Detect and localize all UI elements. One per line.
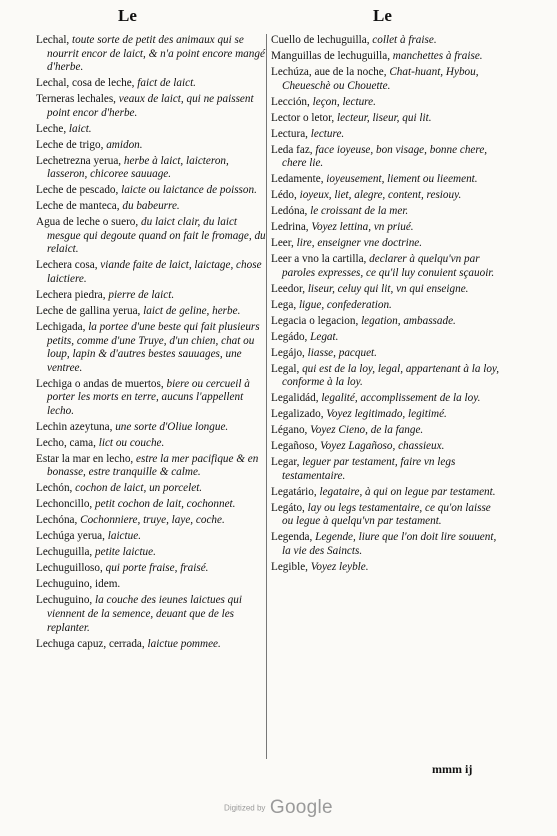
entry-headword: Lechuguino, idem. — [36, 578, 121, 591]
right-column — [271, 34, 503, 577]
dictionary-entry — [36, 562, 266, 576]
entry-headword: Lechetrezna yerua, — [36, 154, 122, 167]
dictionary-entry — [271, 392, 503, 406]
entry-headword: Ledóna, — [271, 205, 308, 218]
entry-headword: Lector o letor, — [271, 111, 335, 124]
entry-definition: laict. — [68, 122, 92, 135]
dictionary-entry — [271, 283, 503, 297]
entry-headword: Terneras lechales, — [36, 93, 116, 106]
entry-headword: Lédo, — [271, 189, 297, 202]
entry-definition: estre la mer pacifique & en bonasse, estre tranquille & calme. — [47, 452, 259, 479]
running-head-left: Le — [118, 6, 137, 25]
entry-definition: cochon de laict, un porcelet. — [75, 482, 203, 495]
entry-headword: Leer a vno la cartilla, — [271, 253, 367, 265]
dictionary-entry — [271, 34, 503, 48]
dictionary-entry — [271, 128, 503, 142]
entry-definition: declarer à quelqu'vn par paroles expresses, ce qu'il luy conuient sçauoir. — [282, 253, 495, 279]
entry-headword: Légano, — [271, 424, 308, 437]
dictionary-entry — [36, 216, 266, 257]
dictionary-entry — [271, 486, 503, 500]
entry-headword: Legatário, — [271, 485, 317, 498]
entry-headword: Lechúza, aue de la noche, — [271, 65, 387, 78]
dictionary-entry — [36, 155, 266, 182]
entry-definition: Voyez lettina, vn priué. — [311, 221, 414, 234]
dictionary-entry — [271, 363, 503, 390]
entry-definition: le croissant de la mer. — [310, 205, 409, 218]
entry-headword: Lechuguilloso, — [36, 562, 103, 575]
entry-headword: Lechal, — [36, 34, 70, 46]
entry-definition: petit cochon de lait, cochonnet. — [95, 498, 236, 511]
entry-definition: Chat-huant, Hybou, Cheueschè ou Chouette. — [282, 65, 479, 92]
entry-headword: Leedor, — [271, 282, 306, 295]
dictionary-entry — [271, 347, 503, 361]
entry-headword: Leche de trigo, — [36, 138, 104, 151]
dictionary-entry — [36, 259, 266, 286]
watermark — [0, 797, 557, 819]
watermark-brand: Google — [269, 797, 333, 818]
entry-definition: ioyeusement, liement ou lieement. — [326, 173, 478, 186]
entry-definition: lecture. — [310, 127, 345, 140]
dictionary-entry — [271, 315, 503, 329]
column-divider — [266, 34, 267, 759]
entry-definition: collet à fraise. — [372, 34, 437, 46]
entry-definition: petite laictue. — [95, 546, 156, 559]
entry-headword: Legájo, — [271, 346, 305, 359]
entry-definition: liseur, celuy qui lit, vn qui enseigne. — [307, 282, 469, 295]
entry-headword: Leche, — [36, 122, 67, 135]
entry-headword: Lechiga o andas de muertos, — [36, 377, 164, 390]
dictionary-entry — [271, 112, 503, 126]
entry-headword: Legádo, — [271, 330, 308, 343]
entry-definition: liasse, pacquet. — [307, 346, 377, 359]
entry-headword: Leche de manteca, — [36, 200, 120, 213]
entry-definition: leçon, lecture. — [312, 95, 376, 108]
entry-headword: Lección, — [271, 95, 310, 108]
entry-headword: Lechúga yerua, — [36, 530, 105, 543]
dictionary-entry — [271, 66, 503, 93]
dictionary-entry — [271, 253, 503, 280]
dictionary-entry — [36, 378, 266, 419]
dictionary-entry — [36, 482, 266, 496]
entry-definition: Legende, liure que l'on doit lire souuent, la vie des Saincts. — [282, 531, 497, 557]
entry-headword: Legenda, — [271, 531, 313, 544]
entry-definition: la couche des ieunes laictues qui viennent de la semence, deuant que de les replanter. — [47, 594, 242, 634]
entry-definition: Voyez legitimado, legitimé. — [326, 408, 447, 421]
entry-definition: Voyez Lagañoso, chassieux. — [320, 440, 445, 453]
entry-headword: Lechin azeytuna, — [36, 420, 113, 433]
dictionary-entry — [271, 96, 503, 110]
dictionary-entry — [36, 594, 266, 635]
entry-definition: legataire, à qui on legue par testament. — [319, 485, 496, 498]
running-head-right: Le — [373, 6, 392, 25]
dictionary-entry — [271, 331, 503, 345]
dictionary-entry — [36, 578, 266, 592]
dictionary-entry — [271, 531, 503, 558]
entry-headword: Legal, — [271, 362, 300, 375]
entry-definition: pierre de laict. — [108, 289, 175, 301]
entry-definition: Voyez Cieno, de la fange. — [310, 424, 424, 437]
dictionary-entry — [36, 139, 266, 153]
dictionary-entry — [36, 321, 266, 375]
entry-headword: Lechal, cosa de leche, — [36, 77, 135, 90]
entry-definition: lire, enseigner vne doctrine. — [296, 237, 423, 250]
entry-headword: Ledamente, — [271, 173, 324, 186]
entry-headword: Lechera piedra, — [36, 289, 106, 301]
entry-headword: Legáto, — [271, 501, 305, 514]
dictionary-entry — [36, 34, 266, 75]
entry-definition: Legat. — [310, 330, 339, 343]
entry-headword: Lechoncillo, — [36, 498, 93, 511]
entry-headword: Leche de gallina yerua, — [36, 304, 141, 317]
entry-definition: face ioyeuse, bon visage, bonne chere, chere lie. — [282, 143, 488, 170]
dictionary-entry — [36, 498, 266, 512]
entry-definition: manchettes à fraise. — [392, 49, 483, 62]
entry-headword: Leer, — [271, 237, 294, 250]
entry-headword: Lega, — [271, 298, 297, 311]
dictionary-entry — [271, 173, 503, 187]
entry-headword: Lechera cosa, — [36, 259, 98, 272]
entry-headword: Legar, — [271, 456, 300, 469]
entry-headword: Manguillas de lechuguilla, — [271, 49, 390, 62]
entry-headword: Legalidád, — [271, 392, 319, 405]
entry-definition: laictue. — [107, 530, 141, 543]
dictionary-entry — [271, 440, 503, 454]
entry-headword: Lecho, cama, — [36, 436, 96, 449]
dictionary-entry — [36, 305, 266, 319]
entry-headword: Leda faz, — [271, 143, 313, 156]
dictionary-entry — [36, 437, 266, 451]
entry-definition: ioyeux, liet, alegre, content, resiouy. — [299, 189, 462, 202]
entry-definition: du laict clair, du laict mesgue qui degoute quand on fait le fromage, du relaict. — [47, 216, 266, 256]
entry-headword: Lectura, — [271, 127, 308, 140]
entry-definition: faict de laict. — [137, 77, 196, 90]
dictionary-entry — [36, 638, 266, 652]
entry-headword: Legalizado, — [271, 408, 324, 421]
entry-headword: Lechuga capuz, cerrada, — [36, 637, 145, 650]
entry-definition: qui porte fraise, fraisé. — [105, 562, 209, 575]
entry-definition: lict ou couche. — [98, 436, 165, 449]
dictionary-entry — [271, 424, 503, 438]
dictionary-entry — [271, 144, 503, 171]
entry-headword: Ledrina, — [271, 221, 309, 234]
entry-definition: du babeurre. — [122, 200, 180, 213]
entry-definition: veaux de laict, qui ne paissent point encor d'herbe. — [47, 93, 254, 119]
entry-definition: legalité, accomplissement de la loy. — [321, 392, 481, 405]
entry-headword: Lechigada, — [36, 320, 86, 333]
dictionary-entry — [36, 514, 266, 528]
entry-definition: laicte ou laictance de poisson. — [121, 184, 257, 197]
dictionary-entry — [271, 408, 503, 422]
dictionary-entry — [271, 299, 503, 313]
dictionary-entry — [271, 561, 503, 575]
entry-definition: la portee d'une beste qui fait plusieurs petits, comme d'une Truye, d'un chien, chat ou loup, lapin & d'autres bestes sauuages, une ventree. — [47, 320, 260, 374]
dictionary-entry — [271, 221, 503, 235]
entry-definition: leguer par testament, faire vn legs testamentaire. — [282, 456, 456, 482]
entry-headword: Legible, — [271, 560, 308, 573]
dictionary-entry — [36, 123, 266, 137]
dictionary-entry — [271, 456, 503, 483]
dictionary-entry — [36, 530, 266, 544]
dictionary-entry — [36, 200, 266, 214]
entry-definition: viande faite de laict, laictage, chose laictiere. — [47, 259, 262, 286]
entry-headword: Legacia o legacion, — [271, 314, 359, 327]
entry-definition: herbe à laict, laicteron, lasseron, chicoree sauuage. — [47, 154, 229, 181]
entry-definition: amidon. — [106, 138, 143, 151]
entry-headword: Agua de leche o suero, — [36, 216, 139, 229]
dictionary-entry — [36, 421, 266, 435]
entry-definition: Voyez leyble. — [310, 560, 369, 573]
entry-definition: biere ou cercueil à porter les morts en terre, aucuns l'appellent lecho. — [47, 377, 250, 417]
dictionary-entry — [271, 502, 503, 529]
entry-definition: legation, ambassade. — [361, 314, 456, 327]
dictionary-entry — [36, 546, 266, 560]
entry-headword: Leche de pescado, — [36, 184, 119, 197]
entry-definition: qui est de la loy, legal, appartenant à la loy, conforme à la loy. — [282, 362, 500, 389]
dictionary-entry — [271, 205, 503, 219]
entry-definition: laictue pommee. — [147, 637, 221, 650]
entry-definition: une sorte d'Oliue longue. — [115, 420, 229, 433]
signature-mark: mmm ij — [432, 762, 473, 776]
entry-definition: Cochonniere, truye, laye, coche. — [80, 514, 225, 527]
watermark-prefix: Digitized by — [224, 803, 266, 813]
dictionary-entry — [271, 50, 503, 64]
entry-definition: lecteur, liseur, qui lit. — [337, 111, 432, 124]
entry-headword: Lechuguino, — [36, 594, 93, 607]
entry-headword: Lechóna, — [36, 514, 78, 527]
dictionary-entry — [36, 93, 266, 120]
entry-headword: Estar la mar en lecho, — [36, 452, 134, 465]
entry-headword: Cuello de lechuguilla, — [271, 34, 370, 46]
entry-headword: Lechuguilla, — [36, 546, 93, 559]
entry-headword: Legañoso, — [271, 440, 318, 453]
dictionary-entry — [36, 77, 266, 91]
dictionary-entry — [271, 189, 503, 203]
dictionary-entry — [36, 453, 266, 480]
entry-headword: Lechón, — [36, 482, 73, 495]
left-column — [36, 34, 266, 654]
dictionary-entry — [271, 237, 503, 251]
dictionary-entry — [36, 184, 266, 198]
entry-definition: ligue, confederation. — [298, 298, 392, 311]
entry-definition: lay ou legs testamentaire, ce qu'on laisse ou legue à quelqu'vn par testament. — [282, 501, 491, 528]
dictionary-entry — [36, 289, 266, 303]
entry-definition: toute sorte de petit des animaux qui se nourrit encor de laict, & n'a point encore mangé d'herbe. — [47, 34, 265, 74]
entry-definition: laict de geline, herbe. — [143, 304, 241, 317]
